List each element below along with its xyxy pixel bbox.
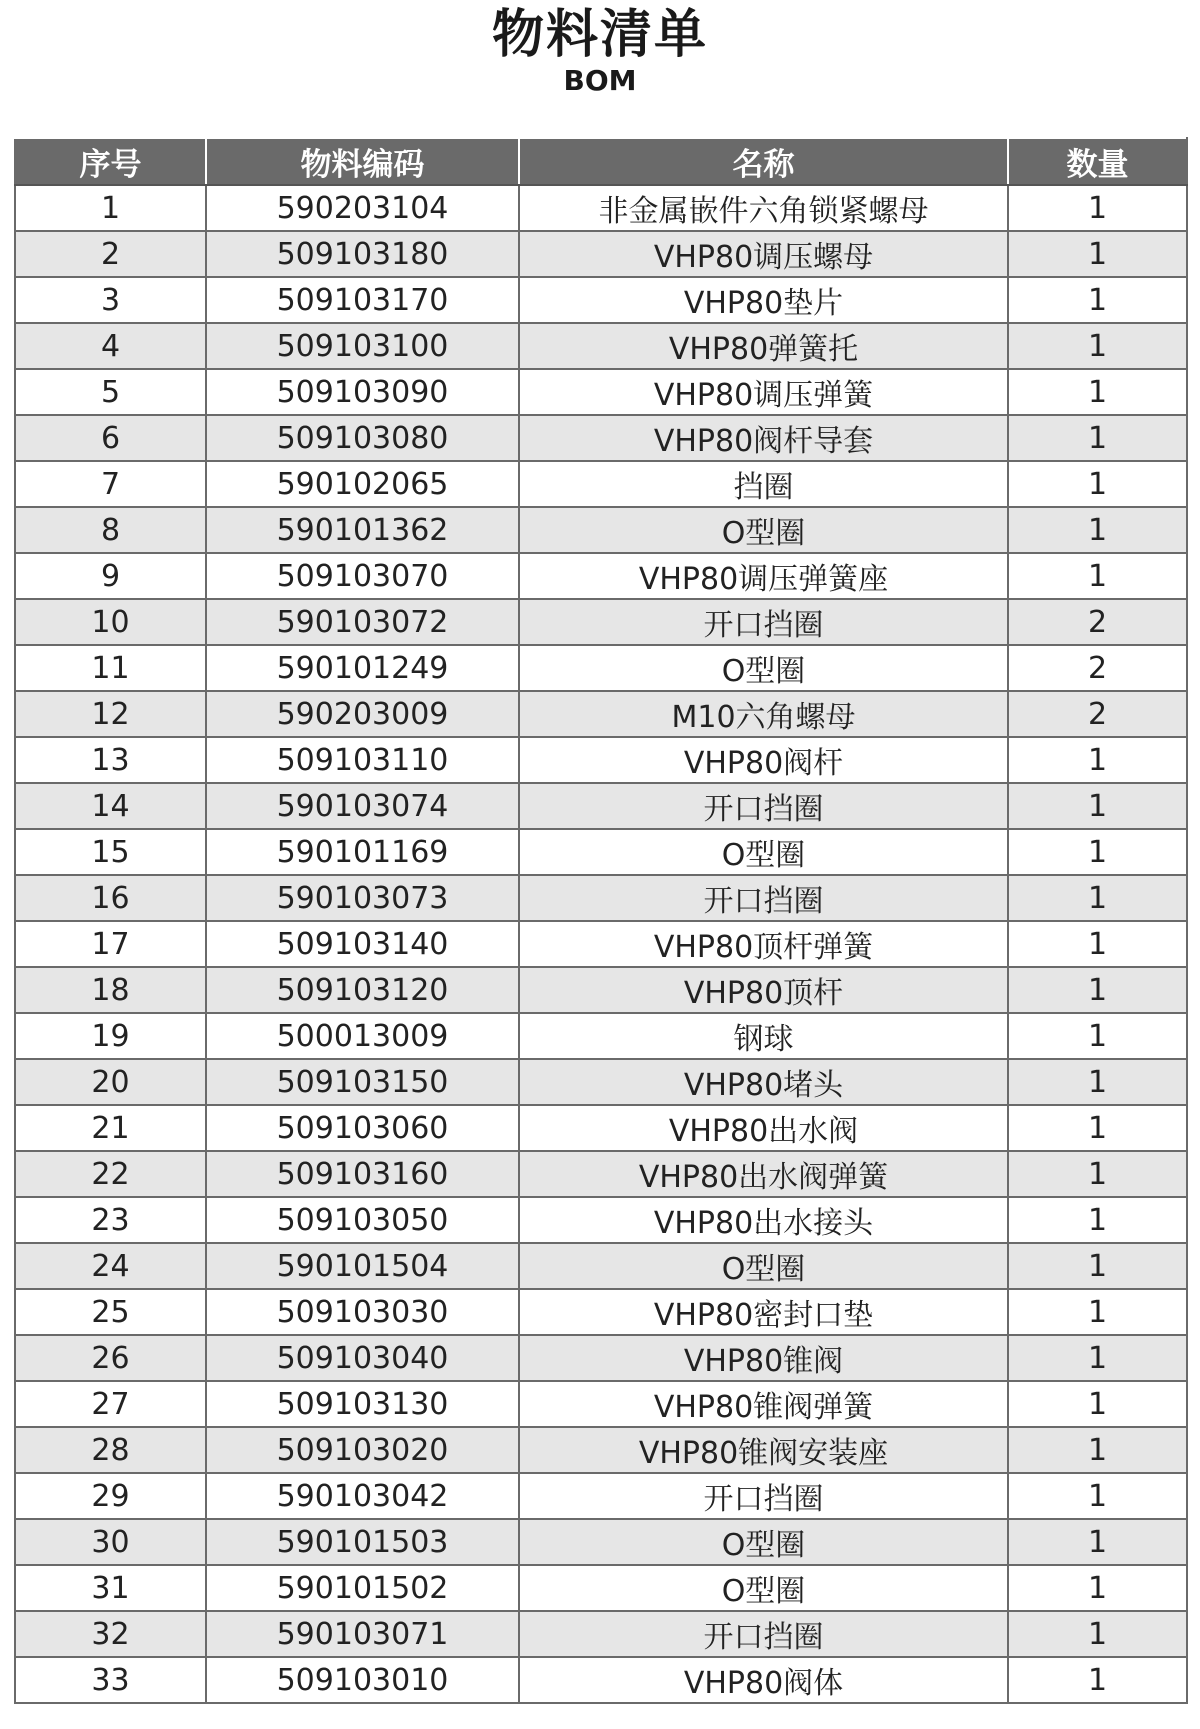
- cell-index: 21: [15, 1105, 206, 1151]
- table-row: [15, 1381, 1187, 1427]
- cell-index: 24: [15, 1243, 206, 1289]
- cell-name: VHP80锥阀: [519, 1335, 1008, 1381]
- cell-name: VHP80阀杆导套: [519, 415, 1008, 461]
- cell-index: 17: [15, 921, 206, 967]
- cell-material-code: 590103074: [206, 783, 519, 829]
- table-row: [15, 507, 1187, 553]
- cell-material-code: 500013009: [206, 1013, 519, 1059]
- cell-name: VHP80调压弹簧座: [519, 553, 1008, 599]
- cell-quantity: 1: [1008, 231, 1187, 277]
- cell-index: 31: [15, 1565, 206, 1611]
- table-row: [15, 369, 1187, 415]
- cell-quantity: 1: [1008, 1565, 1187, 1611]
- cell-quantity: 1: [1008, 553, 1187, 599]
- cell-quantity: 1: [1008, 415, 1187, 461]
- cell-material-code: 590103073: [206, 875, 519, 921]
- table-row: [15, 691, 1187, 737]
- cell-index: 23: [15, 1197, 206, 1243]
- cell-name: 开口挡圈: [519, 1473, 1008, 1519]
- cell-quantity: 1: [1008, 369, 1187, 415]
- table-row: [15, 1565, 1187, 1611]
- cell-name: O型圈: [519, 829, 1008, 875]
- cell-material-code: 509103150: [206, 1059, 519, 1105]
- table-row: [15, 1059, 1187, 1105]
- cell-name: O型圈: [519, 645, 1008, 691]
- table-row: [15, 1105, 1187, 1151]
- cell-name: VHP80阀杆: [519, 737, 1008, 783]
- cell-index: 27: [15, 1381, 206, 1427]
- cell-name: VHP80调压弹簧: [519, 369, 1008, 415]
- cell-quantity: 1: [1008, 1197, 1187, 1243]
- table-header-row: [15, 138, 1187, 185]
- cell-material-code: 590101249: [206, 645, 519, 691]
- cell-quantity: 1: [1008, 1243, 1187, 1289]
- cell-material-code: 590103042: [206, 1473, 519, 1519]
- page-subtitle: BOM: [563, 64, 637, 97]
- cell-name: O型圈: [519, 1243, 1008, 1289]
- cell-material-code: 590101504: [206, 1243, 519, 1289]
- cell-quantity: 1: [1008, 277, 1187, 323]
- table-row: [15, 1335, 1187, 1381]
- table-row: [15, 1611, 1187, 1657]
- cell-index: 14: [15, 783, 206, 829]
- cell-material-code: 509103020: [206, 1427, 519, 1473]
- cell-index: 29: [15, 1473, 206, 1519]
- cell-name: VHP80锥阀弹簧: [519, 1381, 1008, 1427]
- cell-quantity: 1: [1008, 875, 1187, 921]
- cell-quantity: 1: [1008, 1105, 1187, 1151]
- cell-name: VHP80出水接头: [519, 1197, 1008, 1243]
- cell-name: VHP80密封口垫: [519, 1289, 1008, 1335]
- cell-material-code: 509103110: [206, 737, 519, 783]
- cell-quantity: 1: [1008, 1611, 1187, 1657]
- cell-name: VHP80垫片: [519, 277, 1008, 323]
- cell-material-code: 590103072: [206, 599, 519, 645]
- cell-material-code: 509103070: [206, 553, 519, 599]
- cell-material-code: 509103180: [206, 231, 519, 277]
- cell-name: 开口挡圈: [519, 599, 1008, 645]
- table-row: [15, 921, 1187, 967]
- table-row: [15, 553, 1187, 599]
- header-name: 名称: [519, 138, 1008, 185]
- cell-material-code: 509103030: [206, 1289, 519, 1335]
- cell-index: 8: [15, 507, 206, 553]
- cell-index: 9: [15, 553, 206, 599]
- header-quantity: 数量: [1008, 138, 1187, 185]
- table-row: [15, 1151, 1187, 1197]
- cell-index: 20: [15, 1059, 206, 1105]
- cell-material-code: 590203104: [206, 185, 519, 231]
- cell-quantity: 1: [1008, 1289, 1187, 1335]
- cell-name: O型圈: [519, 1519, 1008, 1565]
- cell-index: 7: [15, 461, 206, 507]
- cell-quantity: 2: [1008, 645, 1187, 691]
- cell-name: 挡圈: [519, 461, 1008, 507]
- cell-quantity: 1: [1008, 1059, 1187, 1105]
- cell-material-code: 509103130: [206, 1381, 519, 1427]
- table-body: [15, 185, 1187, 1703]
- cell-name: O型圈: [519, 1565, 1008, 1611]
- cell-index: 32: [15, 1611, 206, 1657]
- table-row: [15, 1519, 1187, 1565]
- table-row: [15, 1243, 1187, 1289]
- cell-index: 10: [15, 599, 206, 645]
- cell-quantity: 1: [1008, 783, 1187, 829]
- table-row: [15, 599, 1187, 645]
- cell-name: VHP80阀体: [519, 1657, 1008, 1703]
- cell-name: 开口挡圈: [519, 1611, 1008, 1657]
- cell-index: 33: [15, 1657, 206, 1703]
- cell-quantity: 1: [1008, 1519, 1187, 1565]
- cell-quantity: 2: [1008, 691, 1187, 737]
- cell-material-code: 590101502: [206, 1565, 519, 1611]
- cell-index: 30: [15, 1519, 206, 1565]
- cell-quantity: 1: [1008, 967, 1187, 1013]
- cell-index: 25: [15, 1289, 206, 1335]
- cell-material-code: 509103160: [206, 1151, 519, 1197]
- cell-index: 2: [15, 231, 206, 277]
- cell-material-code: 509103140: [206, 921, 519, 967]
- table-row: [15, 829, 1187, 875]
- cell-quantity: 1: [1008, 1657, 1187, 1703]
- table-row: [15, 875, 1187, 921]
- cell-index: 11: [15, 645, 206, 691]
- cell-material-code: 509103060: [206, 1105, 519, 1151]
- cell-index: 12: [15, 691, 206, 737]
- cell-quantity: 1: [1008, 185, 1187, 231]
- cell-index: 4: [15, 323, 206, 369]
- cell-name: VHP80顶杆弹簧: [519, 921, 1008, 967]
- cell-quantity: 1: [1008, 1335, 1187, 1381]
- cell-material-code: 590103071: [206, 1611, 519, 1657]
- table-row: [15, 1427, 1187, 1473]
- table-row: [15, 461, 1187, 507]
- cell-index: 22: [15, 1151, 206, 1197]
- cell-material-code: 590101362: [206, 507, 519, 553]
- cell-name: VHP80堵头: [519, 1059, 1008, 1105]
- cell-material-code: 509103040: [206, 1335, 519, 1381]
- table-row: [15, 783, 1187, 829]
- table-row: [15, 1197, 1187, 1243]
- table-row: [15, 967, 1187, 1013]
- table-row: [15, 185, 1187, 231]
- header-material-code: 物料编码: [206, 138, 519, 185]
- cell-index: 15: [15, 829, 206, 875]
- cell-name: 钢球: [519, 1013, 1008, 1059]
- header-index: 序号: [15, 138, 206, 185]
- cell-quantity: 1: [1008, 921, 1187, 967]
- table-row: [15, 1013, 1187, 1059]
- cell-index: 28: [15, 1427, 206, 1473]
- table-row: [15, 737, 1187, 783]
- table-row: [15, 323, 1187, 369]
- cell-material-code: 590203009: [206, 691, 519, 737]
- cell-index: 18: [15, 967, 206, 1013]
- page-title: 物料清单: [491, 5, 708, 65]
- table-row: [15, 415, 1187, 461]
- cell-material-code: 509103050: [206, 1197, 519, 1243]
- cell-quantity: 1: [1008, 1473, 1187, 1519]
- cell-index: 16: [15, 875, 206, 921]
- cell-name: VHP80顶杆: [519, 967, 1008, 1013]
- cell-quantity: 1: [1008, 737, 1187, 783]
- cell-material-code: 509103120: [206, 967, 519, 1013]
- cell-material-code: 509103170: [206, 277, 519, 323]
- cell-quantity: 1: [1008, 829, 1187, 875]
- cell-name: M10六角螺母: [519, 691, 1008, 737]
- cell-quantity: 2: [1008, 599, 1187, 645]
- cell-material-code: 590101503: [206, 1519, 519, 1565]
- cell-quantity: 1: [1008, 507, 1187, 553]
- cell-material-code: 590101169: [206, 829, 519, 875]
- cell-quantity: 1: [1008, 1151, 1187, 1197]
- cell-index: 13: [15, 737, 206, 783]
- cell-quantity: 1: [1008, 461, 1187, 507]
- cell-name: 非金属嵌件六角锁紧螺母: [519, 185, 1008, 231]
- cell-name: 开口挡圈: [519, 875, 1008, 921]
- table-row: [15, 1289, 1187, 1335]
- cell-material-code: 509103090: [206, 369, 519, 415]
- table-row: [15, 1657, 1187, 1703]
- table-row: [15, 231, 1187, 277]
- cell-index: 6: [15, 415, 206, 461]
- cell-material-code: 590102065: [206, 461, 519, 507]
- table-row: [15, 1473, 1187, 1519]
- cell-name: VHP80锥阀安装座: [519, 1427, 1008, 1473]
- cell-material-code: 509103080: [206, 415, 519, 461]
- cell-name: VHP80出水阀: [519, 1105, 1008, 1151]
- cell-quantity: 1: [1008, 1013, 1187, 1059]
- cell-index: 19: [15, 1013, 206, 1059]
- cell-material-code: 509103010: [206, 1657, 519, 1703]
- table-row: [15, 277, 1187, 323]
- table-row: [15, 645, 1187, 691]
- bom-table: [14, 137, 1188, 1704]
- cell-index: 26: [15, 1335, 206, 1381]
- cell-name: 开口挡圈: [519, 783, 1008, 829]
- cell-quantity: 1: [1008, 323, 1187, 369]
- cell-material-code: 509103100: [206, 323, 519, 369]
- cell-quantity: 1: [1008, 1427, 1187, 1473]
- cell-name: VHP80调压螺母: [519, 231, 1008, 277]
- cell-index: 1: [15, 185, 206, 231]
- cell-name: O型圈: [519, 507, 1008, 553]
- cell-index: 3: [15, 277, 206, 323]
- cell-name: VHP80出水阀弹簧: [519, 1151, 1008, 1197]
- cell-name: VHP80弹簧托: [519, 323, 1008, 369]
- cell-index: 5: [15, 369, 206, 415]
- cell-quantity: 1: [1008, 1381, 1187, 1427]
